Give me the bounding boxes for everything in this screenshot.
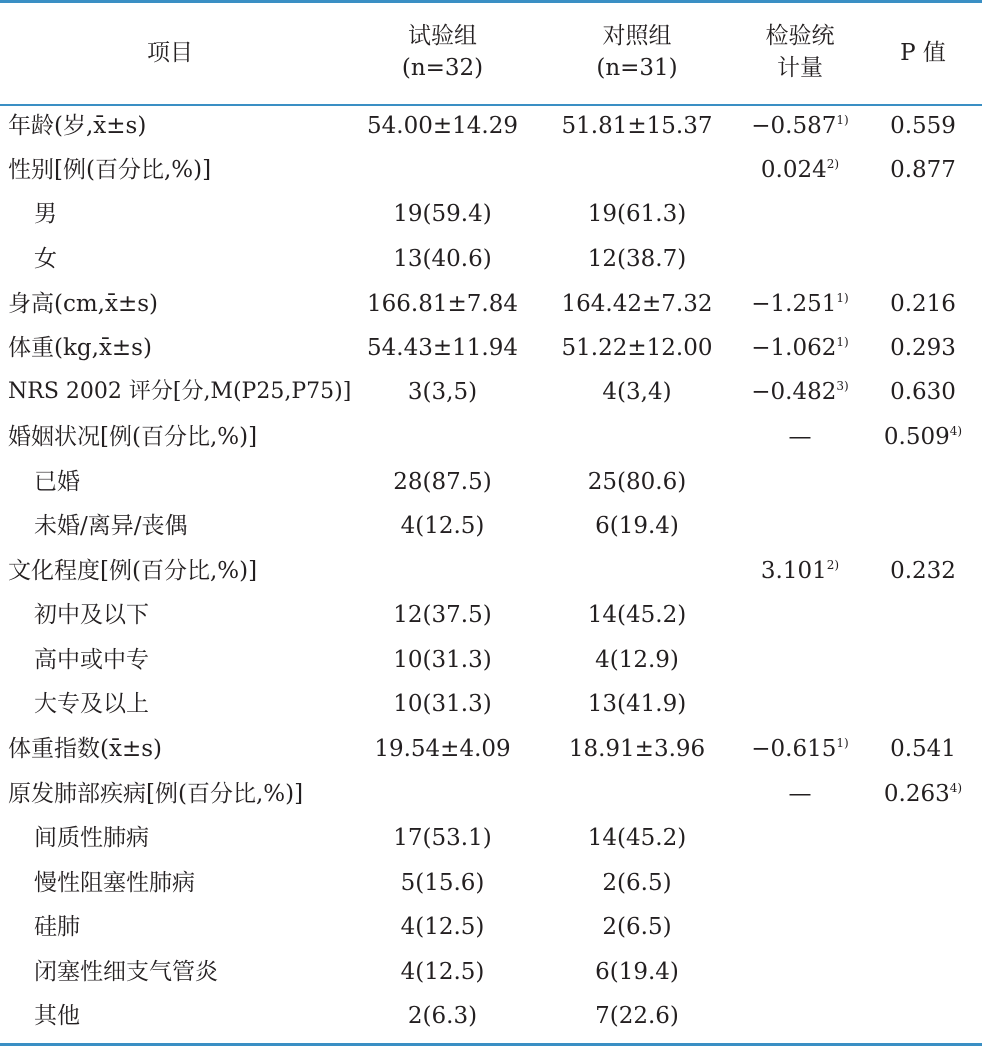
header-exp — [340, 20, 545, 84]
row-age — [0, 104, 982, 148]
exp-value: 10(31.3) — [393, 691, 492, 717]
header-p: P 值 — [900, 40, 946, 66]
p-value: 0.263$^{4)}$ — [883, 781, 963, 807]
exp-value: 4(12.5) — [400, 959, 485, 985]
row-label: 慢性阻塞性肺病 — [34, 870, 195, 896]
exp-value: 19(59.4) — [393, 201, 492, 227]
header-stat-l1: 检验统 — [765, 23, 835, 49]
stat-footnote: 2) — [826, 558, 840, 572]
p-value: 0.630 — [890, 379, 956, 405]
row-label: 体重(kg,x̄±s) — [8, 335, 152, 361]
exp-value: 28(87.5) — [393, 469, 492, 495]
bottom-rule — [0, 1043, 982, 1046]
exp-value: 17(53.1) — [393, 825, 492, 851]
row-disease — [0, 772, 982, 816]
row-label: 硅肺 — [34, 914, 80, 940]
row-female — [0, 237, 982, 281]
header-exp-title: 试验组 — [408, 23, 477, 49]
p-value: 0.877 — [890, 157, 956, 183]
header-item: 项目 — [147, 40, 193, 66]
header-ctl — [537, 20, 737, 84]
row-edu-junior — [0, 593, 982, 637]
row-weight — [0, 326, 982, 370]
ctl-value: 6(19.4) — [595, 513, 679, 539]
row-nrs — [0, 370, 982, 414]
exp-value: 13(40.6) — [393, 246, 492, 272]
p-value: 0.216 — [890, 291, 956, 317]
row-marital — [0, 415, 982, 459]
stat-footnote: 1) — [836, 291, 849, 305]
row-label: 大专及以上 — [34, 691, 149, 717]
row-label: 体重指数(x̄±s) — [8, 736, 162, 762]
row-label: 未婚/离异/丧偶 — [34, 513, 188, 539]
p-value: 0.293 — [890, 335, 956, 361]
stat-value: $-1.062^{1)}$ — [751, 335, 849, 361]
row-edu-senior — [0, 638, 982, 682]
stat-footnote: 3) — [836, 379, 849, 393]
row-ild — [0, 816, 982, 860]
row-education — [0, 549, 982, 593]
stat-value: $-0.615^{1)}$ — [751, 736, 849, 762]
row-label: 初中及以下 — [34, 602, 149, 628]
row-label: 原发肺部疾病[例(百分比,%)] — [8, 781, 304, 807]
row-label: 身高(cm,x̄±s) — [8, 291, 158, 317]
ctl-value: 19(61.3) — [587, 201, 687, 227]
row-edu-college — [0, 682, 982, 726]
p-value: 0.559 — [890, 113, 956, 139]
row-height — [0, 282, 982, 326]
ctl-value: 164.42±7.32 — [561, 291, 713, 317]
stat-footnote: 1) — [836, 113, 849, 127]
ctl-value: 18.91±3.96 — [568, 736, 706, 762]
p-value: 0.232 — [890, 558, 956, 584]
row-label: 高中或中专 — [34, 647, 149, 673]
row-label: 文化程度[例(百分比,%)] — [8, 558, 258, 584]
exp-value: 54.00±14.29 — [367, 113, 518, 139]
row-label: NRS 2002 评分[分,M(P25,P75)] — [8, 379, 352, 404]
row-bmi — [0, 727, 982, 771]
exp-value: 10(31.3) — [393, 647, 492, 673]
stat-value: $-1.251^{1)}$ — [751, 291, 849, 317]
ctl-value: 12(38.7) — [587, 246, 687, 272]
ctl-value: 51.22±12.00 — [561, 335, 713, 361]
stat-footnote: 1) — [836, 736, 849, 750]
exp-value: 166.81±7.84 — [367, 291, 518, 317]
exp-value: 4(12.5) — [400, 513, 485, 539]
header-stat-l2: 计量 — [777, 55, 823, 81]
exp-value: 19.54±4.09 — [374, 736, 511, 762]
exp-value: 54.43±11.94 — [367, 335, 518, 361]
ctl-value: 2(6.5) — [602, 914, 672, 940]
row-label: 其他 — [34, 1003, 80, 1029]
row-label: 年龄(岁,x̄±s) — [8, 113, 147, 139]
row-unmarried — [0, 504, 982, 548]
p-value: 0.541 — [890, 736, 956, 762]
stat-value: $-0.482^{3)}$ — [751, 379, 849, 405]
exp-value: 2(6.3) — [407, 1003, 478, 1029]
header-ctl-title: 对照组 — [602, 23, 672, 49]
top-rule — [0, 0, 982, 3]
exp-value: 12(37.5) — [393, 602, 492, 628]
stat-value: 0.024$^{2)}$ — [760, 157, 840, 183]
ctl-value: 14(45.2) — [587, 602, 687, 628]
row-male — [0, 192, 982, 236]
header-ctl-n: (n=31) — [596, 55, 678, 81]
exp-value: 5(15.6) — [400, 870, 485, 896]
row-bo — [0, 950, 982, 994]
p-footnote: 4) — [949, 781, 963, 795]
row-label: 闭塞性细支气管炎 — [34, 959, 218, 985]
row-silicosis — [0, 905, 982, 949]
header-stat — [740, 20, 860, 84]
row-other — [0, 994, 982, 1038]
ctl-value: 13(41.9) — [587, 691, 687, 717]
ctl-value: 14(45.2) — [587, 825, 687, 851]
row-label: 婚姻状况[例(百分比,%)] — [8, 424, 258, 450]
ctl-value: 4(3,4) — [602, 379, 672, 405]
row-label: 男 — [34, 201, 57, 227]
stat-footnote: 2) — [826, 157, 840, 171]
ctl-value: 7(22.6) — [595, 1003, 679, 1029]
row-copd — [0, 861, 982, 905]
exp-value: 3(3,5) — [407, 379, 478, 405]
stat-value: $-0.587^{1)}$ — [751, 113, 849, 139]
ctl-value: 51.81±15.37 — [561, 113, 713, 139]
ctl-value: 6(19.4) — [595, 959, 679, 985]
ctl-value: 2(6.5) — [602, 870, 672, 896]
row-label: 间质性肺病 — [34, 825, 149, 851]
header-exp-n: (n=32) — [401, 55, 484, 81]
stat-value: — — [788, 781, 812, 807]
p-value: 0.509$^{4)}$ — [883, 424, 963, 450]
stat-value: — — [788, 424, 812, 450]
stat-footnote: 1) — [836, 335, 849, 349]
row-label: 女 — [34, 246, 57, 272]
exp-value: 4(12.5) — [400, 914, 485, 940]
p-footnote: 4) — [949, 424, 963, 438]
row-label: 已婚 — [34, 469, 80, 495]
row-label: 性别[例(百分比,%)] — [8, 157, 212, 183]
ctl-value: 4(12.9) — [595, 647, 679, 673]
row-married — [0, 460, 982, 504]
row-sex — [0, 148, 982, 192]
stat-value: 3.101$^{2)}$ — [760, 558, 840, 584]
ctl-value: 25(80.6) — [587, 469, 687, 495]
